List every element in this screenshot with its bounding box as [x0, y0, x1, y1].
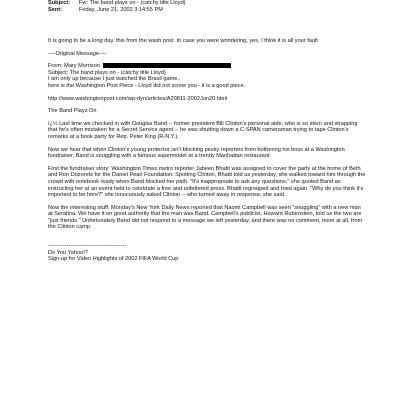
- original-line-2: here is the Washington Post Piece - Lloyd did not screw you - it is a good piece.: [48, 82, 246, 89]
- article-paragraph: Now the interesting stuff: Monday's New York Daily News reported that Naomi Campbell was seen "snuggling" with a new man at Serafina. We have it on good authority that the man was Band. Campbell's publicist, Howard Rubenstein, told us the two are "just friends." Unfortunately Band did not respond to a message we left yesterday, and there was no comment, none at all, from the Clinton camp.: [48, 204, 363, 231]
- original-from-label: From:: [48, 63, 63, 70]
- email-body: [48, 38, 366, 263]
- article-title: The Band Plays On: [48, 108, 97, 115]
- signature-divider: ------------------------------------------: [48, 243, 127, 250]
- sent-label: Sent:: [48, 7, 62, 13]
- sent-value: Friday, June 21, 2002 3:14:55 PM: [79, 7, 163, 13]
- subject-value: Fw: The band plays on - (catchy title Lloyd): [79, 0, 186, 6]
- article-paragraph: Now we hear that when Clinton's young protector isn't blocking pesky reporters from bothering his boss at a Washington fundraiser, Band is snuggling with a famous supermodel at a trendy Manhattan restaurant.: [48, 146, 345, 160]
- original-subject: Subject: The band plays on - (catchy title Lloyd): [48, 69, 166, 76]
- signature-line-1[interactable]: Do You Yahoo!?: [48, 249, 88, 256]
- original-from-name: Mary Morrison: [64, 63, 100, 70]
- intro-text: It is going to be a long day, this from the wash post. In case you were wondering, yes, I think it is all your fault: [48, 38, 318, 44]
- article-url[interactable]: http://www.washingtonpost.com/wp-dyn/articles/A20811-2002Jun20.html: [48, 95, 228, 102]
- email-header: [48, 0, 388, 14]
- subject-row: [48, 0, 388, 7]
- original-message-marker: ----Original Message----: [48, 50, 107, 57]
- original-line-1: I am only up because I just watched the Brasil game..: [48, 76, 181, 83]
- signature-line-2[interactable]: Sign-up for Video Highlights of 2002 FIFA World Cup: [48, 256, 179, 263]
- article-paragraph: ï¿½ Last time we checked in with Douglas Band -- former president Bill Clinton's personal aide, who is so stern and strapping that he's often mistaken for a Secret Service agent -- he was shutting down a C-SPAN cameraman trying to tape Clinton's remarks at a book party for Rep. Peter King (R-N.Y.).: [48, 120, 358, 140]
- subject-label: Subject:: [48, 0, 71, 6]
- original-from: [48, 63, 366, 70]
- redaction-bar: [103, 63, 231, 68]
- article-paragraph: First the fundraiser story: Washington Times metro reporter Jabeen Bhatti was assigned to cover the party at the home of Beth and Ron Dozoretz for the Daniel Pearl Foundation. Spotting Clinton, Bhatti told us yesterday, she walked toward him through the crowd with notebook ready when Band blocked her path. "It's inappropriate to ask any questions," she quoted Band as instructing her at an event held to celebrate a free and unfettered press. Bhatti regrouped and tried again. "Why do you think it's important to be here?" she innocuously asked Clinton -- who turned away in response, she said.: [48, 165, 366, 199]
- sent-row: [48, 7, 388, 14]
